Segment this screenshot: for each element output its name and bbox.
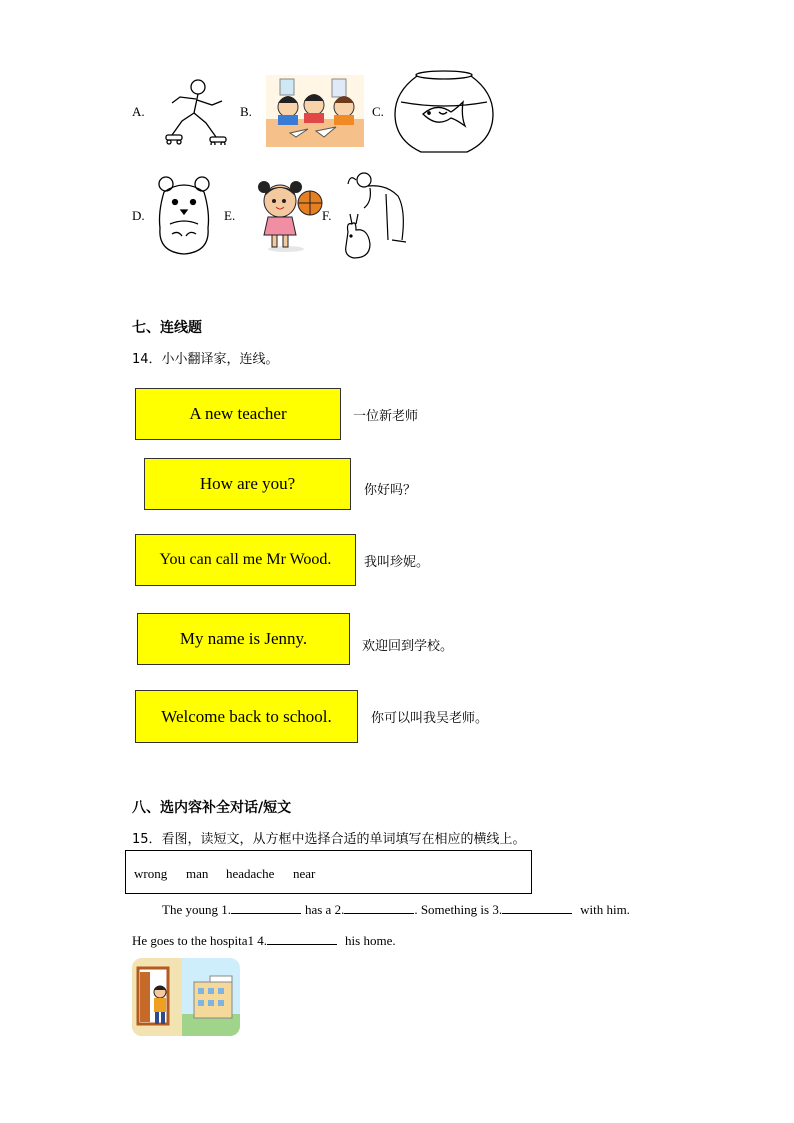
passage-text: his home. — [345, 933, 396, 948]
chinese-phrase[interactable]: 你好吗？ — [364, 483, 417, 498]
passage-text: . Something is 3. — [414, 902, 503, 917]
option-label-a: A. — [132, 104, 145, 119]
option-label-f: F. — [322, 208, 332, 223]
english-phrase: Welcome back to school. — [161, 706, 332, 726]
boy-leaving-home-picture — [132, 958, 240, 1036]
section-8-title: 八、选内容补全对话/短文 — [132, 800, 292, 816]
section-7-title: 七、连线题 — [132, 320, 202, 336]
passage-text: has a 2. — [304, 902, 345, 917]
english-phrase-box[interactable] — [135, 690, 358, 743]
answer-blank-2[interactable] — [344, 901, 414, 914]
passage-line-2 — [132, 932, 396, 949]
person-feeding-rabbit-picture — [342, 166, 412, 264]
option-label-e: E. — [224, 208, 236, 223]
kids-making-paper-planes-picture — [266, 75, 364, 147]
word-bank-box — [125, 850, 532, 894]
passage-text: He goes to the hospita1 4. — [132, 933, 268, 948]
goldfish-bowl-picture — [393, 68, 495, 156]
english-phrase: How are you? — [199, 474, 296, 493]
hamster-picture — [156, 172, 212, 258]
passage-line-1 — [162, 901, 630, 918]
english-phrase-box[interactable] — [144, 458, 351, 510]
roller-skating-boy-picture — [160, 75, 232, 145]
word-bank-word: near — [293, 866, 316, 881]
option-label-d: D. — [132, 208, 145, 223]
answer-blank-1[interactable] — [231, 901, 301, 914]
girl-with-basketball-picture — [250, 177, 328, 253]
passage-text: The young 1. — [162, 902, 231, 917]
english-phrase: A new teacher — [189, 404, 287, 423]
english-phrase-box[interactable] — [135, 388, 341, 440]
english-phrase-box[interactable] — [137, 613, 350, 665]
question-15: 15．看图，读短文，从方框中选择合适的单词填写在相应的横线上。 — [132, 832, 526, 847]
answer-blank-3[interactable] — [502, 901, 572, 914]
chinese-phrase[interactable]: 一位新老师 — [353, 409, 419, 424]
passage-text: with him. — [580, 902, 630, 917]
chinese-phrase[interactable]: 我叫珍妮。 — [364, 555, 430, 570]
word-bank-word: headache — [226, 866, 275, 881]
option-label-b: B. — [240, 104, 252, 119]
english-phrase-box[interactable] — [135, 534, 356, 586]
word-bank-word: wrong — [134, 866, 168, 881]
answer-blank-4[interactable] — [267, 932, 337, 945]
option-label-c: C. — [372, 104, 384, 119]
word-bank-word: man — [186, 866, 209, 881]
english-phrase: My name is Jenny. — [179, 629, 308, 648]
chinese-phrase[interactable]: 你可以叫我吴老师。 — [371, 711, 489, 726]
question-14: 14．小小翻译家，连线。 — [132, 352, 279, 367]
chinese-phrase[interactable]: 欢迎回到学校。 — [362, 639, 454, 654]
english-phrase: You can call me Mr Wood. — [159, 551, 332, 568]
